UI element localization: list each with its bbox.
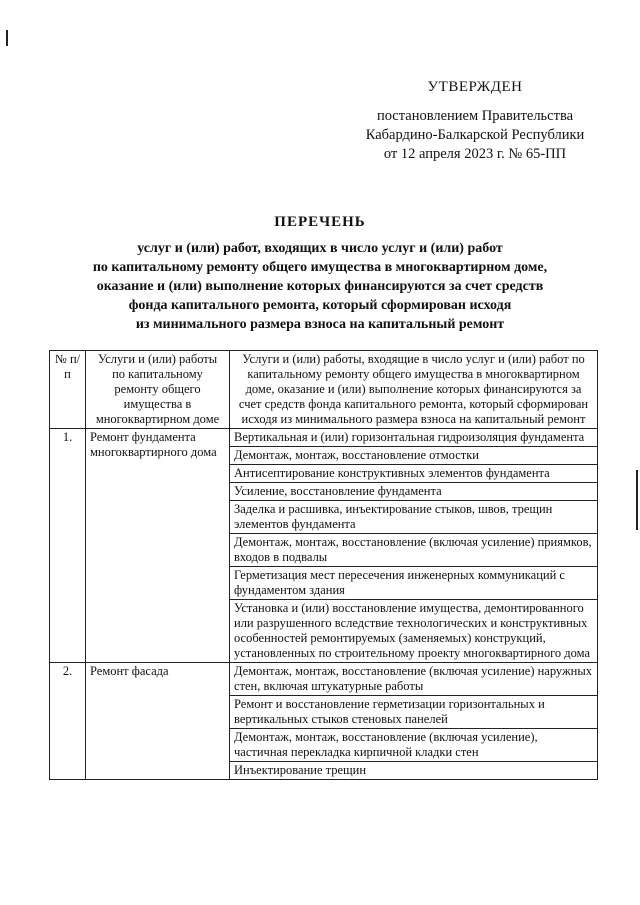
approval-line: постановлением Правительства — [376, 108, 574, 124]
approval-block — [330, 78, 620, 164]
scan-artifact-mark — [6, 30, 8, 46]
title-line: услуг и (или) работ, входящих в число услуг и (или) работ — [137, 241, 503, 256]
table-header-row — [50, 351, 598, 429]
row-number: 2. — [50, 663, 86, 780]
header-num: № п/п — [50, 351, 86, 429]
title-main: ПЕРЕЧЕНЬ — [274, 214, 366, 230]
service-item: Герметизация мест пересечения инженерных коммуникаций с фундаментом здания — [230, 567, 598, 600]
service-item: Демонтаж, монтаж, восстановление (включая усиление), частичная перекладка кирпичной кладки стен — [230, 729, 598, 762]
service-item: Демонтаж, монтаж, восстановление (включая усиление) приямков, входов в подвалы — [230, 534, 598, 567]
approval-line: Кабардино-Балкарской Республики — [365, 127, 585, 143]
service-item: Антисептирование конструктивных элементов фундамента — [230, 465, 598, 483]
approval-heading: УТВЕРЖДЕН — [427, 79, 523, 95]
service-item: Инъектирование трещин — [230, 762, 598, 780]
header-service-group: Услуги и (или) работы по капитальному ремонту общего имущества в многоквартирном доме — [86, 351, 230, 429]
service-item: Ремонт и восстановление герметизации горизонтальных и вертикальных стыков стеновых панелей — [230, 696, 598, 729]
table-row — [50, 429, 598, 447]
approval-line: от 12 апреля 2023 г. № 65-ПП — [383, 146, 567, 162]
service-item: Усиление, восстановление фундамента — [230, 483, 598, 501]
service-item: Демонтаж, монтаж, восстановление (включая усиление) наружных стен, включая штукатурные работы — [230, 663, 598, 696]
title-line: по капитальному ремонту общего имущества в многоквартирном доме, — [92, 260, 548, 275]
table-row — [50, 663, 598, 696]
table-body — [50, 429, 598, 780]
title-line: оказание и (или) выполнение которых финансируются за счет средств — [96, 279, 544, 294]
services-table — [49, 350, 598, 780]
document-title — [40, 214, 600, 334]
row-number: 1. — [50, 429, 86, 663]
service-item: Демонтаж, монтаж, восстановление отмостки — [230, 447, 598, 465]
service-group-name: Ремонт фундамента многоквартирного дома — [86, 429, 230, 663]
title-line: из минимального размера взноса на капитальный ремонт — [135, 317, 505, 332]
title-subtitle — [40, 239, 600, 334]
service-item: Установка и (или) восстановление имущества, демонтированного или разрушенного вследствие технологических и конструктивных особенностей ремонтируемых (заменяемых) конструкций, установленных по строительному проекту многоквартирного дома — [230, 600, 598, 663]
title-line: фонда капитального ремонта, который сформирован исходя — [128, 298, 512, 313]
header-service-items: Услуги и (или) работы, входящие в число услуг и (или) работ по капитальному ремонту общего имущества в многоквартирном доме, оказание и (или) выполнение которых финансируются за счет средств фонда капитального ремонта, который сформирован исходя из минимального размера взноса на капитальный ремонт — [230, 351, 598, 429]
service-group-name: Ремонт фасада — [86, 663, 230, 780]
service-item: Вертикальная и (или) горизонтальная гидроизоляция фундамента — [230, 429, 598, 447]
scan-artifact-mark — [636, 470, 638, 530]
service-item: Заделка и расшивка, инъектирование стыков, швов, трещин элементов фундамента — [230, 501, 598, 534]
